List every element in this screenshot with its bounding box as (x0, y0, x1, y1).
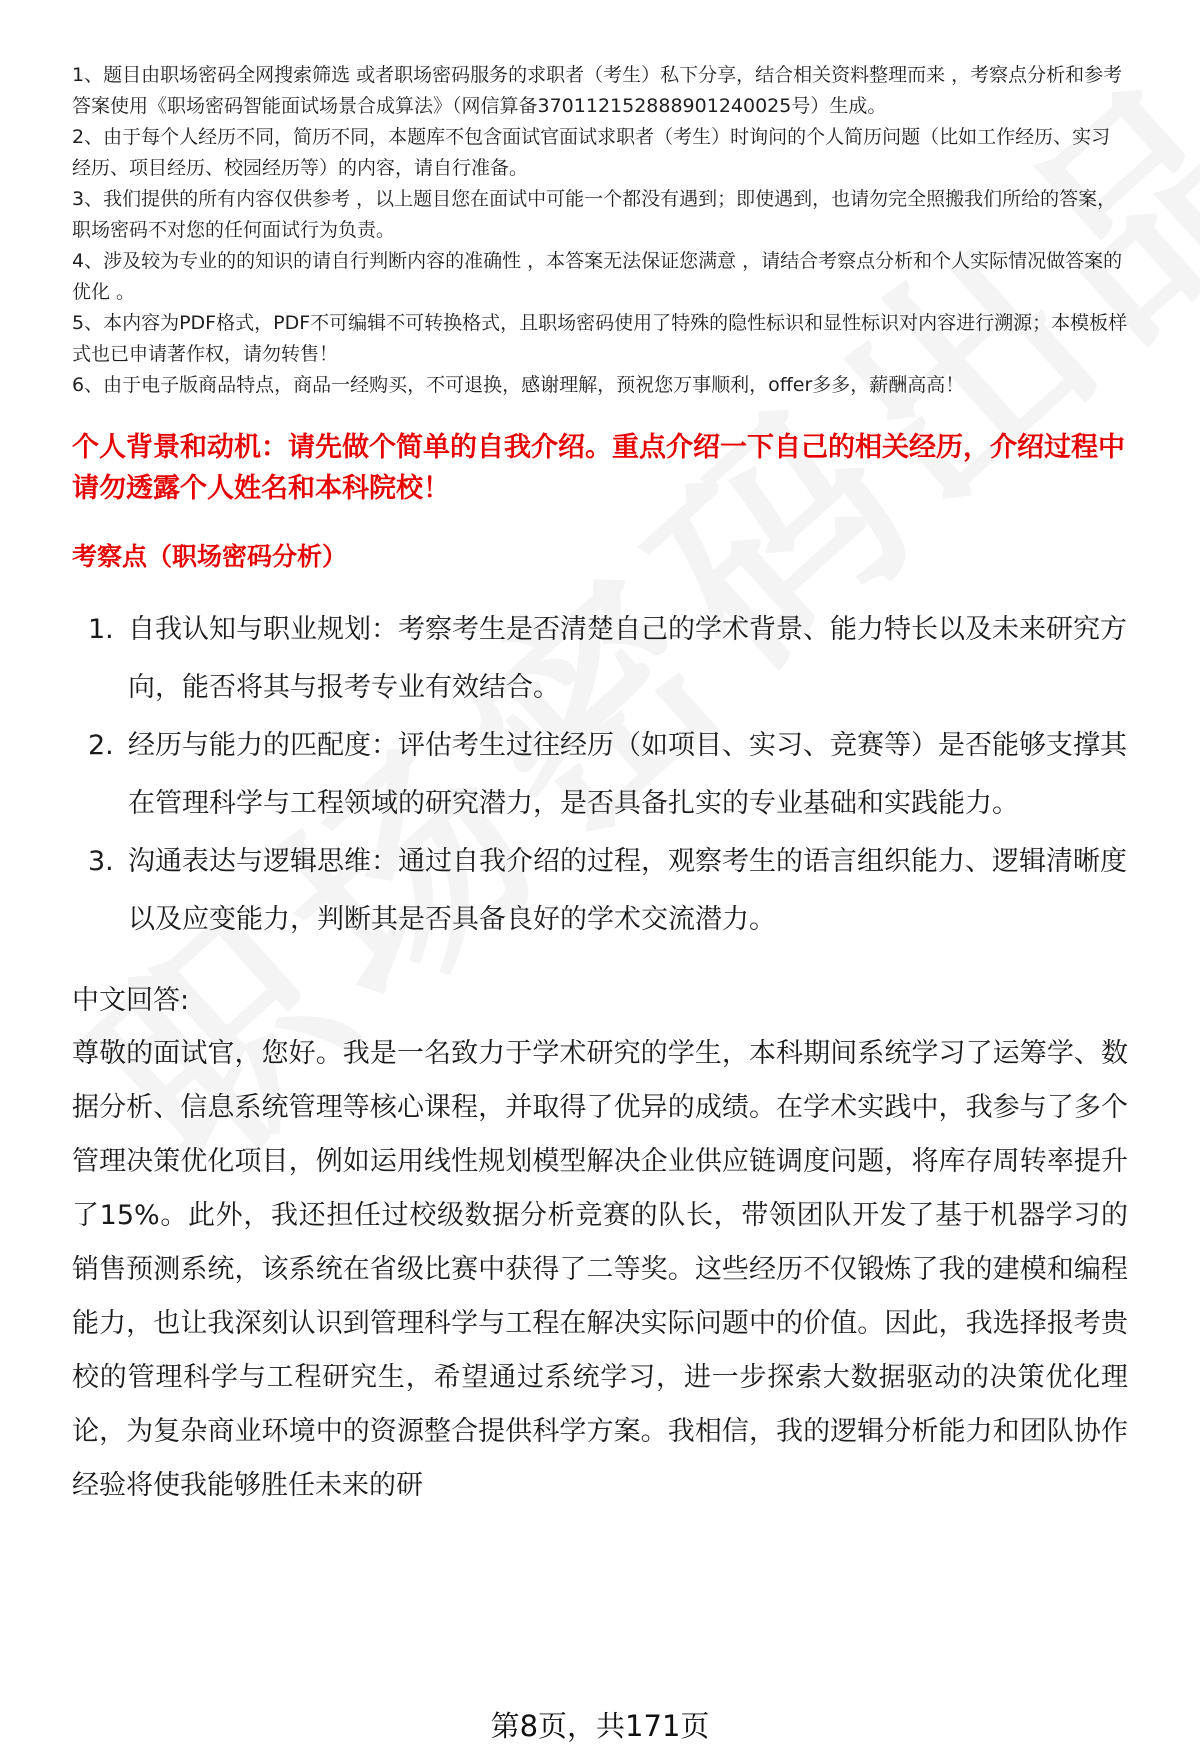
question-heading: 个人背景和动机：请先做个简单的自我介绍。重点介绍一下自己的相关经历，介绍过程中请勿透露个人姓名和本科院校！ (72, 432, 1125, 504)
note-item: 2、由于每个人经历不同，简历不同，本题库不包含面试官面试求职者（考生）时询问的个人简历问题（比如工作经历、实习经历、项目经历、校园经历等）的内容，请自行准备。 (72, 126, 1111, 179)
analysis-points (72, 601, 1128, 949)
page-number: 第8页，共171页 (490, 1709, 710, 1743)
note-item: 1、题目由职场密码全网搜索筛选 或者职场密码服务的求职者（考生）私下分享，结合相关资料整理而来 ，考察点分析和参考答案使用《职场密码智能面试场景合成算法》（网信算备370112152888901240025号）生成。 (72, 64, 1123, 117)
analysis-heading: 考察点（职场密码分析） (72, 542, 348, 571)
point-text: 自我认知与职业规划：考察考生是否清楚自己的学术背景、能力特长以及未来研究方向，能否将其与报考专业有效结合。 (128, 614, 1127, 703)
point-number: 3. (88, 846, 114, 877)
point-text: 经历与能力的匹配度：评估考生过往经历（如项目、实习、竞赛等）是否能够支撑其在管理科学与工程领域的研究潜力，是否具备扎实的专业基础和实践能力。 (128, 730, 1127, 819)
analysis-point (72, 601, 1128, 717)
disclaimer-notes (72, 60, 1128, 401)
note-item: 5、本内容为PDF格式，PDF不可编辑不可转换格式，且职场密码使用了特殊的隐性标识和显性标识对内容进行溯源；本模板样式也已申请著作权，请勿转售！ (72, 312, 1128, 365)
analysis-point (72, 833, 1128, 949)
answer-body: 尊敬的面试官，您好。我是一名致力于学术研究的学生，本科期间系统学习了运筹学、数据分析、信息系统管理等核心课程，并取得了优异的成绩。在学术实践中，我参与了多个管理决策优化项目，例如运用线性规划模型解决企业供应链调度问题，将库存周转率提升了15%。此外，我还担任过校级数据分析竞赛的队长，带领团队开发了基于机器学习的销售预测系统，该系统在省级比赛中获得了二等奖。这些经历不仅锻炼了我的建模和编程能力，也让我深刻认识到管理科学与工程在解决实际问题中的价值。因此，我选择报考贵校的管理科学与工程研究生，希望通过系统学习，进一步探索大数据驱动的决策优化理论，为复杂商业环境中的资源整合提供科学方案。我相信，我的逻辑分析能力和团队协作经验将使我能够胜任未来的研 (72, 1038, 1128, 1501)
note-item: 3、我们提供的所有内容仅供参考 ，以上题目您在面试中可能一个都没有遇到；即使遇到，也请勿完全照搬我们所给的答案，职场密码不对您的任何面试行为负责。 (72, 188, 1117, 241)
point-number: 1. (88, 614, 114, 645)
note-item: 4、涉及较为专业的的知识的请自行判断内容的准确性 ，本答案无法保证您满意 ，请结合考察点分析和个人实际情况做答案的优化 。 (72, 250, 1123, 303)
point-text: 沟通表达与逻辑思维：通过自我介绍的过程，观察考生的语言组织能力、逻辑清晰度以及应变能力，判断其是否具备良好的学术交流潜力。 (128, 846, 1127, 935)
point-number: 2. (88, 730, 114, 761)
note-item: 6、由于电子版商品特点，商品一经购买，不可退换，感谢理解，预祝您万事顺利，offer多多，薪酬高高！ (72, 374, 965, 396)
answer-label: 中文回答: (72, 985, 190, 1016)
analysis-point (72, 717, 1128, 833)
